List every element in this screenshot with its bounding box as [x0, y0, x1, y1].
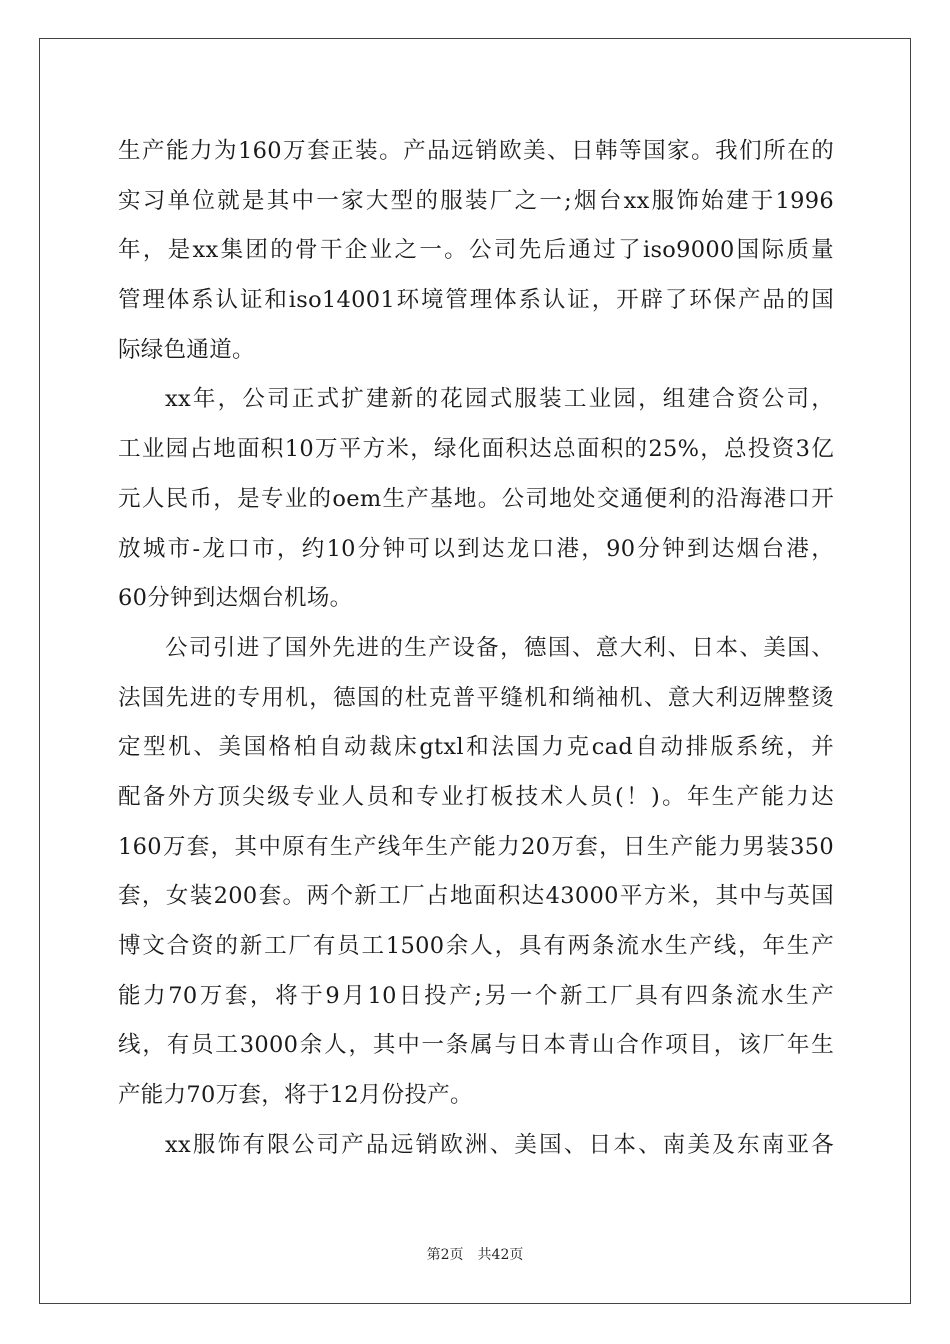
text-line: 160万套，其中原有生产线年生产能力20万套，日生产能力男装350 — [118, 833, 834, 860]
text-line: 配备外方顶尖级专业人员和专业打板技术人员(！)。年生产能力达 — [118, 783, 834, 810]
page-total: 共42页 — [477, 1247, 524, 1263]
text-line: 能力70万套，将于9月10日投产;另一个新工厂具有四条流水生产 — [118, 982, 834, 1009]
text-line: 定型机、美国格柏自动裁床gtxl和法国力克cad自动排版系统，并 — [118, 734, 834, 761]
text-line: 管理体系认证和iso14001环境管理体系认证，开辟了环保产品的国 — [118, 287, 834, 314]
text-line: 法国先进的专用机，德国的杜克普平缝机和绱袖机、意大利迈牌整烫 — [118, 684, 834, 711]
text-line: xx年，公司正式扩建新的花园式服装工业园，组建合资公司， — [165, 386, 834, 413]
document-body — [118, 127, 834, 1170]
text-line: 产能力70万套，将于12月份投产。 — [118, 1082, 473, 1109]
text-line: 工业园占地面积10万平方米，绿化面积达总面积的25%，总投资3亿 — [118, 436, 834, 463]
page-footer — [0, 1244, 950, 1264]
text-line: 年，是xx集团的骨干企业之一。公司先后通过了iso9000国际质量 — [118, 237, 834, 264]
text-line: 套，女装200套。两个新工厂占地面积达43000平方米，其中与英国 — [118, 883, 834, 910]
text-line: 放城市-龙口市，约10分钟可以到达龙口港，90分钟到达烟台港， — [118, 535, 834, 562]
text-line: 际绿色通道。 — [118, 336, 255, 363]
text-line: 博文合资的新工厂有员工1500余人，具有两条流水生产线，年生产 — [118, 933, 834, 959]
text-line: 实习单位就是其中一家大型的服装厂之一;烟台xx服饰始建于1996 — [118, 187, 834, 214]
text-line: 元人民币，是专业的oem生产基地。公司地处交通便利的沿海港口开 — [118, 485, 834, 512]
text-line: 线，有员工3000余人，其中一条属与日本青山合作项目，该厂年生 — [118, 1032, 834, 1059]
text-line: 生产能力为160万套正装。产品远销欧美、日韩等国家。我们所在的 — [118, 138, 834, 164]
page-number: 第2页 — [426, 1247, 464, 1263]
text-line: 公司引进了国外先进的生产设备，德国、意大利、日本、美国、 — [165, 634, 834, 661]
text-line: xx服饰有限公司产品远销欧洲、美国、日本、南美及东南亚各 — [165, 1131, 834, 1158]
text-line: 60分钟到达烟台机场。 — [118, 585, 353, 612]
